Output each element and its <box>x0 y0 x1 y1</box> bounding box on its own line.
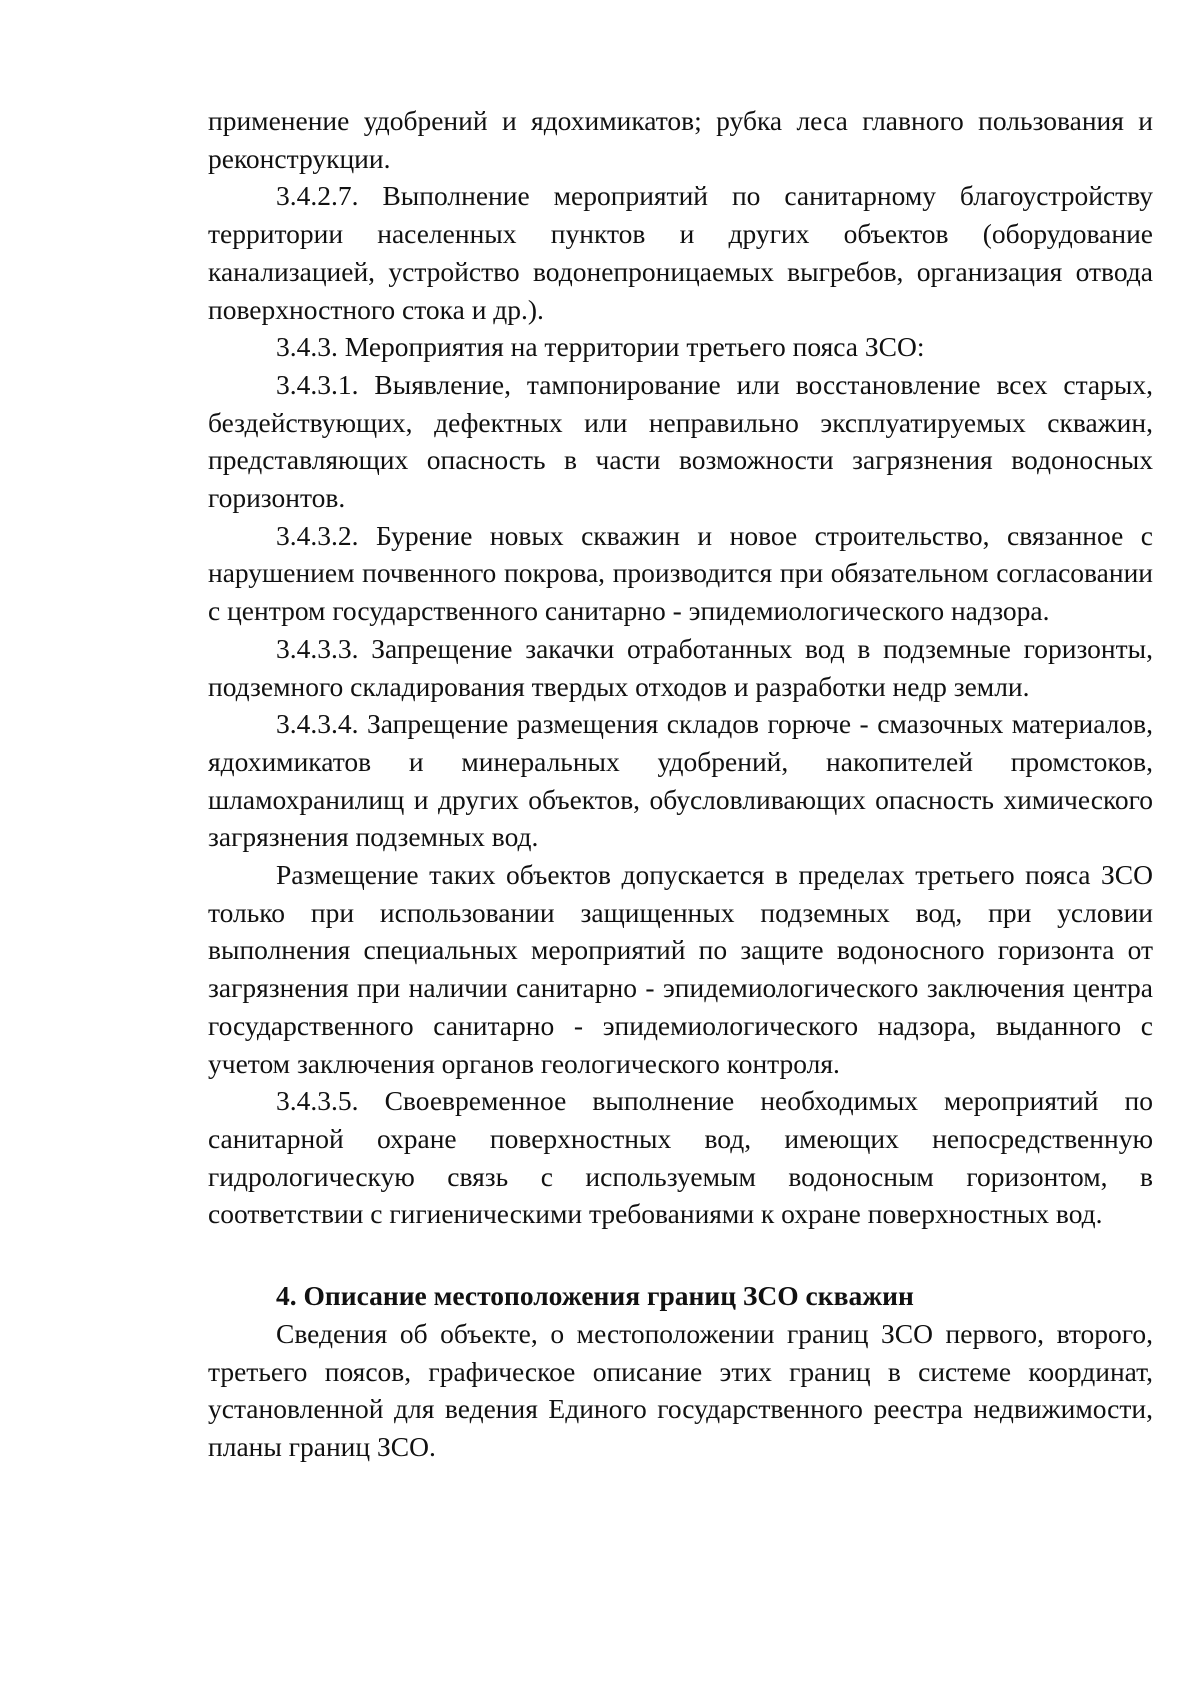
paragraph-3-4-3: 3.4.3. Мероприятия на территории третьего пояса ЗСО: <box>276 331 925 363</box>
section-body: Сведения об объекте, о местоположении границ ЗСО первого, второго, третьего поясов, графическое описание этих границ в системе координат, установленной для ведения Единого государственного реестра недвижимости, планы границ ЗСО. <box>208 1317 1153 1462</box>
paragraph-3-4-3-3: 3.4.3.3. Запрещение закачки отработанных вод в подземные горизонты, подземного складирования твердых отходов и разработки недр земли. <box>208 632 1153 702</box>
paragraph-3-4-3-5: 3.4.3.5. Своевременное выполнение необходимых мероприятий по санитарной охране поверхностных вод, имеющих непосредственную гидрологическую связь с используемым водоносным горизонтом, в соответствии с гигиеническими требованиями к охране поверхностных вод. <box>208 1085 1153 1230</box>
paragraph-continuation: применение удобрений и ядохимикатов; рубка леса главного пользования и реконструкции. <box>208 105 1153 174</box>
paragraph-placement-conditions: Размещение таких объектов допускается в пределах третьего пояса ЗСО только при использовании защищенных подземных вод, при условии выполнения специальных мероприятий по защите водоносного горизонта от загрязнения при наличии санитарно - эпидемиологического заключения центра государственного санитарно - эпидемиологического надзора, выданного с учетом заключения органов геологического контроля. <box>208 859 1153 1079</box>
document-page <box>208 102 1153 1466</box>
paragraph-3-4-3-1: 3.4.3.1. Выявление, тампонирование или восстановление всех старых, бездействующих, дефектных или неправильно эксплуатируемых скважин, представляющих опасность в части возможности загрязнения водоносных горизонтов. <box>208 368 1153 514</box>
paragraph-3-4-3-2: 3.4.3.2. Бурение новых скважин и новое строительство, связанное с нарушением почвенного покрова, производится при обязательном согласовании с центром государственного санитарно - эпидемиологического надзора. <box>208 519 1153 627</box>
section-heading: 4. Описание местоположения границ ЗСО скважин <box>276 1280 914 1312</box>
paragraph-3-4-3-4: 3.4.3.4. Запрещение размещения складов горюче - смазочных материалов, ядохимикатов и минеральных удобрений, накопителей промстоков, шламохранилищ и других объектов, обусловливающих опасность химического загрязнения подземных вод. <box>208 708 1153 853</box>
paragraph-3-4-2-7: 3.4.2.7. Выполнение мероприятий по санитарному благоустройству территории населенных пунктов и других объектов (оборудование канализацией, устройство водонепроницаемых выгребов, организация отвода поверхностного стока и др.). <box>208 180 1153 325</box>
